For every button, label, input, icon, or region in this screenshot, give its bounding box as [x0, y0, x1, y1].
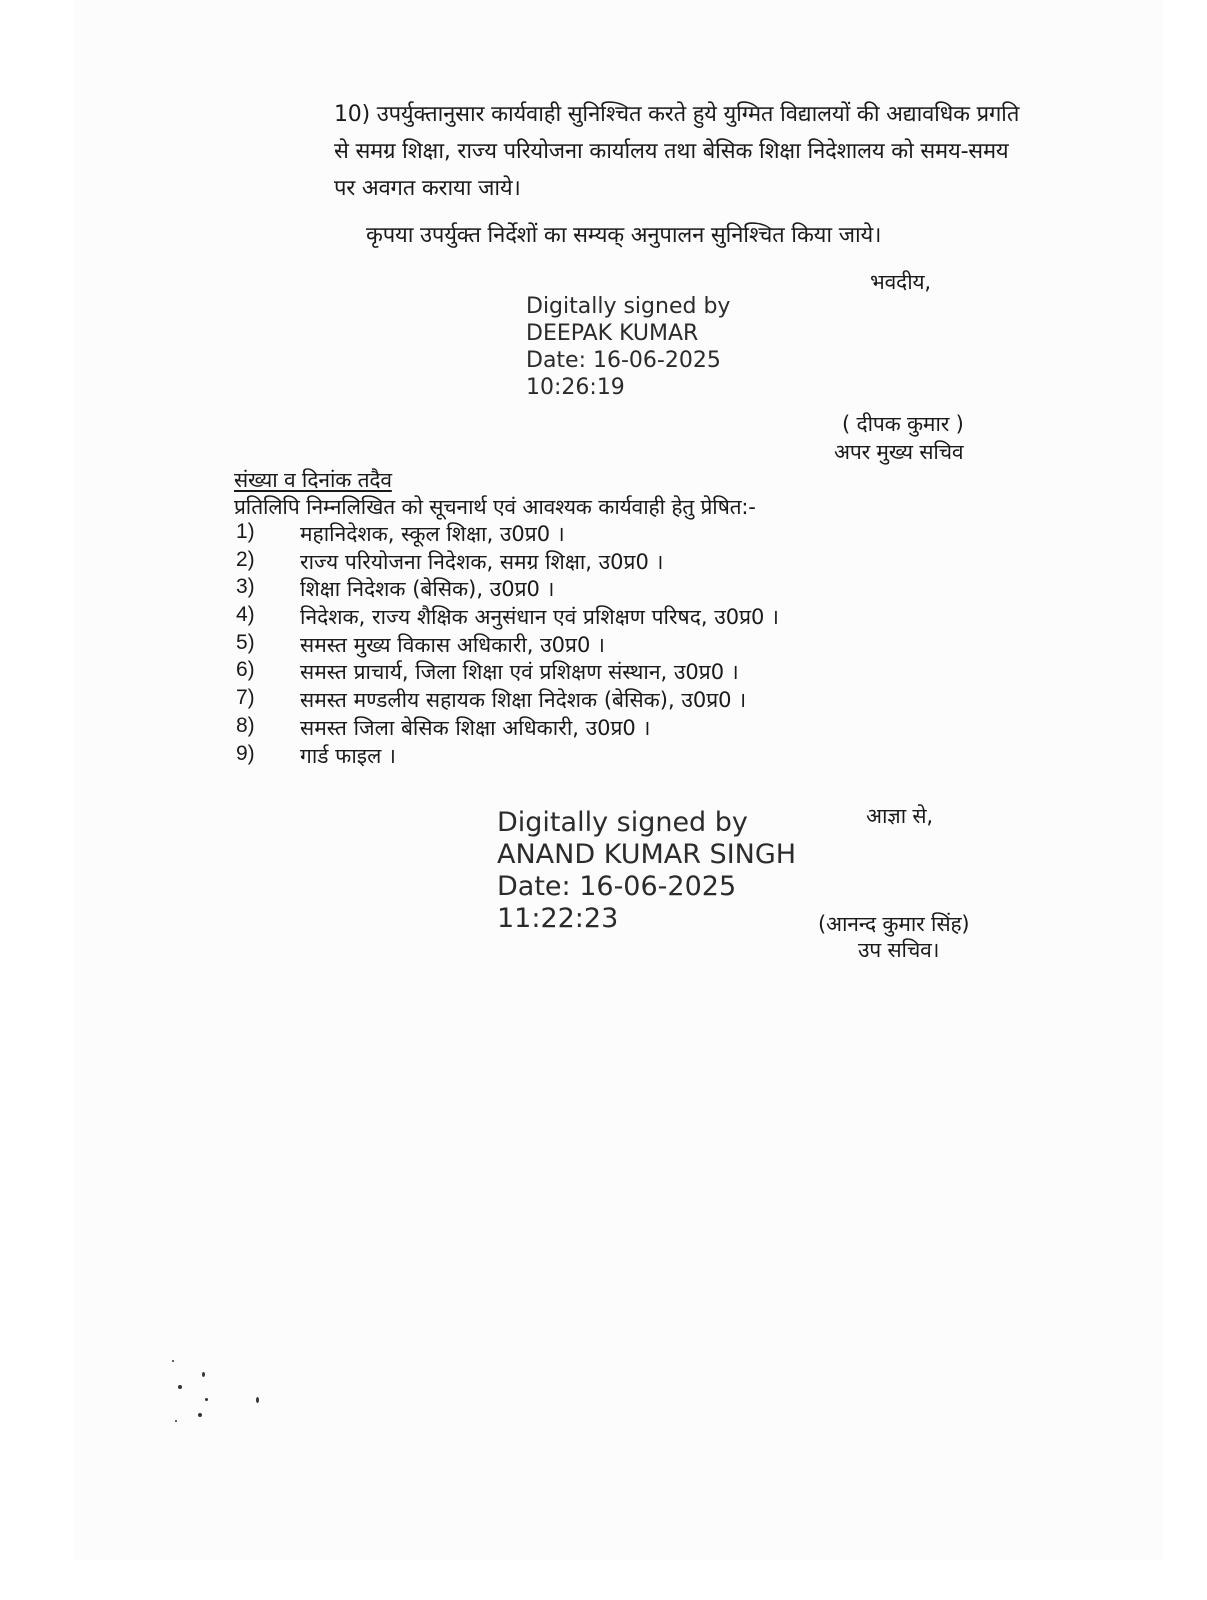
- digital-signature-2: [497, 807, 796, 935]
- copy-recipient-text: समस्त मुख्य विकास अधिकारी, उ0प्र0 ।: [300, 632, 605, 657]
- copy-recipient-text: समस्त जिला बेसिक शिक्षा अधिकारी, उ0प्र0 ।: [300, 715, 651, 740]
- scan-speck: [178, 1385, 182, 1389]
- paragraph-10-line-2: से समग्र शिक्षा, राज्य परियोजना कार्यालय तथा बेसिक शिक्षा निदेशालय को समय-समय: [334, 139, 1009, 164]
- copy-recipient-number: 2): [236, 547, 255, 571]
- copy-recipient-text: महानिदेशक, स्कूल शिक्षा, उ0प्र0 ।: [300, 522, 565, 546]
- digital-signature-1-signer: DEEPAK KUMAR: [526, 321, 699, 346]
- copy-recipient-number: 7): [236, 686, 255, 710]
- scan-speck: [205, 1398, 208, 1401]
- paragraph-10-line-1: 10) उपर्युक्तानुसार कार्यवाही सुनिश्चित करते हुये युग्मित विद्यालयों की अद्यावधिक प्रगति: [334, 102, 1020, 127]
- closing-request: कृपया उपर्युक्त निर्देशों का सम्यक् अनुपालन सुनिश्चित किया जाये।: [366, 223, 882, 248]
- digital-signature-2-time: 11:22:23: [497, 903, 619, 934]
- by-order-text: आज्ञा से,: [866, 804, 933, 828]
- signatory-2-name: (आनन्द कुमार सिंह): [818, 912, 970, 936]
- digital-signature-1-line-1: Digitally signed by: [526, 294, 731, 319]
- digital-signature-2-signer: ANAND KUMAR SINGH: [497, 839, 797, 870]
- scan-speck: [172, 1360, 174, 1362]
- copy-recipient-text: निदेशक, राज्य शैक्षिक अनुसंधान एवं प्रशिक्षण परिषद, उ0प्र0 ।: [300, 605, 780, 630]
- scan-speck: [202, 1372, 205, 1377]
- scan-speck: [256, 1397, 259, 1403]
- salutation: भवदीय,: [870, 270, 931, 294]
- copy-recipient-text: समस्त मण्डलीय सहायक शिक्षा निदेशक (बेसिक), उ0प्र0 ।: [300, 688, 747, 713]
- copy-recipient-number: 3): [236, 575, 255, 599]
- copy-recipient-number: 5): [236, 630, 255, 654]
- copy-recipient-number: 1): [236, 520, 255, 543]
- copy-recipient-number: 8): [236, 713, 255, 737]
- paragraph-10-line-3: पर अवगत कराया जाये।: [334, 176, 521, 201]
- digital-signature-1-date: Date: 16-06-2025: [526, 348, 721, 373]
- signatory-2-designation: उप सचिव।: [858, 938, 940, 962]
- copy-recipient-text: शिक्षा निदेशक (बेसिक), उ0प्र0 ।: [300, 577, 555, 602]
- copy-intro: प्रतिलिपि निम्नलिखित को सूचनार्थ एवं आवश्यक कार्यवाही हेतु प्रेषित:-: [234, 495, 756, 519]
- scan-speck: [175, 1420, 177, 1422]
- digital-signature-2-date: Date: 16-06-2025: [497, 871, 737, 902]
- scan-margin-right: [1163, 0, 1207, 1600]
- copy-recipient-text: राज्य परियोजना निदेशक, समग्र शिक्षा, उ0प्र0 ।: [300, 549, 664, 574]
- copy-recipient-number: 4): [236, 603, 255, 627]
- scan-speck: [198, 1413, 202, 1417]
- reference-heading: संख्या व दिनांक तदैव: [234, 468, 392, 492]
- copy-recipient-number: 6): [236, 658, 255, 682]
- digital-signature-1-time: 10:26:19: [526, 375, 625, 400]
- copy-recipient-text: गार्ड फाइल ।: [300, 743, 396, 768]
- scan-margin-left: [0, 0, 74, 1600]
- copy-recipient-text: समस्त प्राचार्य, जिला शिक्षा एवं प्रशिक्षण संस्थान, उ0प्र0 ।: [300, 660, 739, 685]
- signatory-1-designation: अपर मुख्य सचिव: [834, 440, 964, 464]
- copy-recipient-number: 9): [236, 741, 255, 765]
- signatory-1-name: ( दीपक कुमार ): [842, 412, 964, 436]
- digital-signature-1: [526, 293, 730, 401]
- digital-signature-2-line-1: Digitally signed by: [497, 807, 748, 838]
